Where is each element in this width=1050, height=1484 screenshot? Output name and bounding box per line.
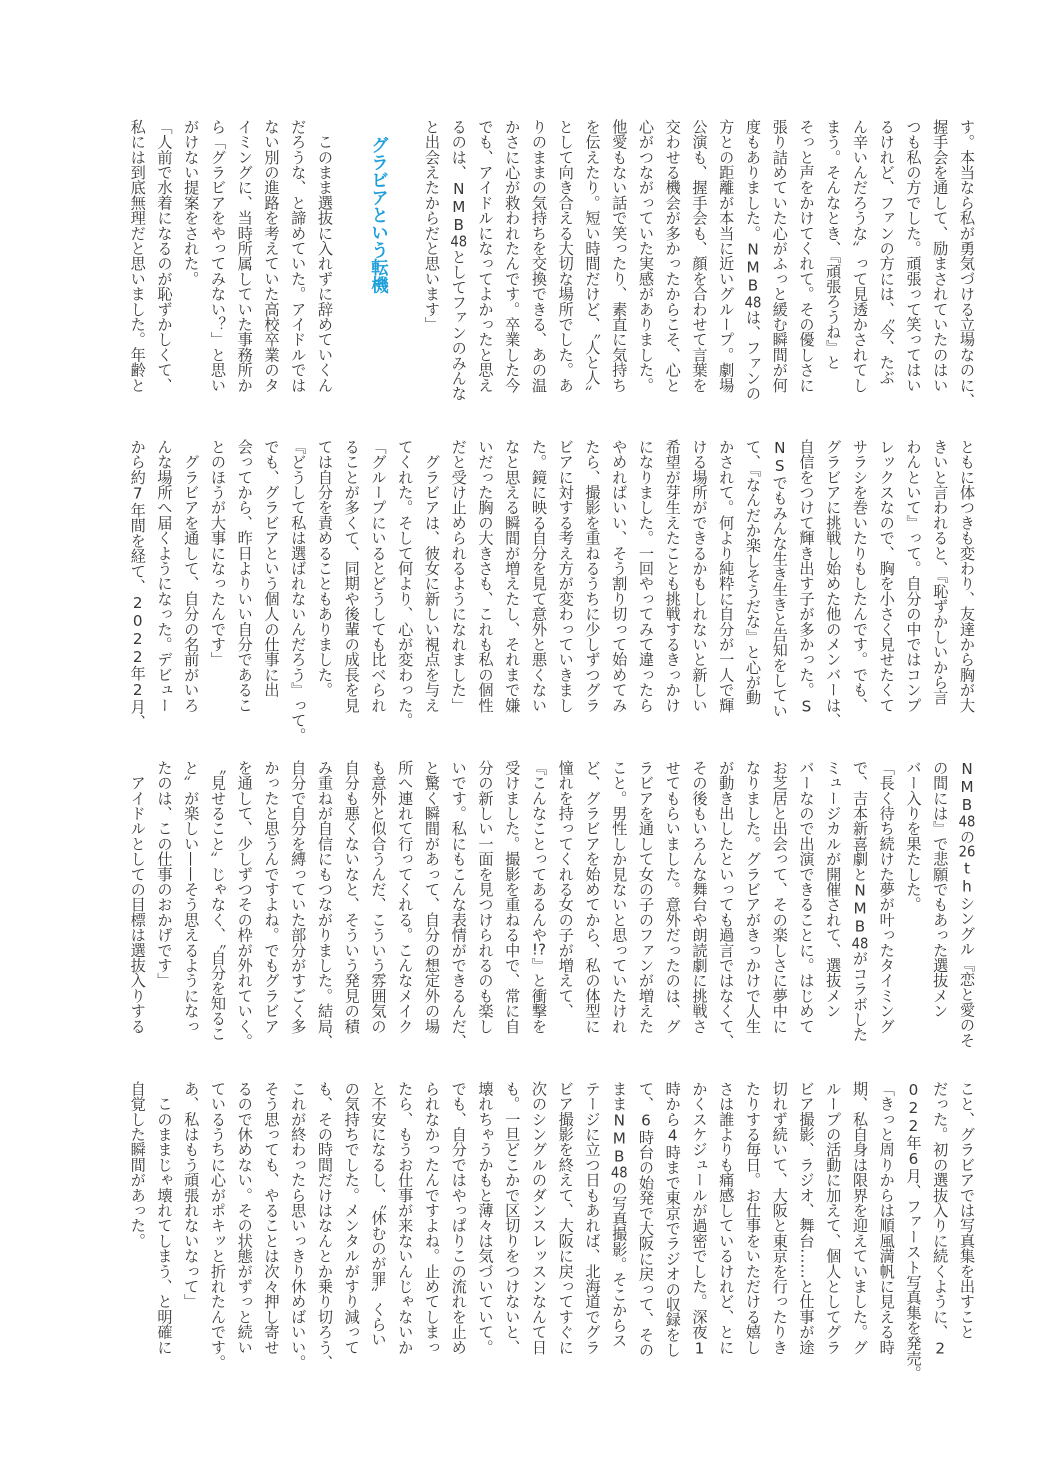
upright-glyph: 2 — [904, 1117, 923, 1135]
text-column: さは誰よりも痛感しているけれど、とに — [717, 1081, 736, 1355]
text-column: ているうちに心がポキッと折れたんです。 — [209, 1081, 227, 1370]
text-column: つも私の方でした。頑張って笑ってはい — [904, 119, 923, 393]
text-column: そっと声をかけてくれて。その優しさに — [797, 119, 816, 393]
text-column: 希望が芽生えたことも挑戦するきっかけ — [663, 439, 682, 713]
text-column: かくスケジュールが過密でした。深夜1 — [690, 1081, 709, 1358]
text-column: ビア撮影、ラジオ、舞台……と仕事が途 — [797, 1081, 816, 1355]
text-column: アイドルとしての目標は選抜入りする — [128, 760, 147, 1034]
tate-chu-yoko-glyph: 48 — [450, 233, 468, 250]
text-column: てくれた。そして何より、心が変わった。 — [396, 439, 415, 728]
text-column: NMB48の26thシングル『恋と愛のそ — [958, 760, 976, 1048]
upright-glyph: 2 — [931, 1339, 950, 1358]
text-column: ない別の進路を考えていた高校卒業のタ — [262, 119, 281, 393]
text-column: グラビアを通して、自分の名前がいろ — [182, 439, 201, 713]
text-column: が動き出したといっても過言ではなくて、 — [717, 760, 736, 1049]
text-column: ラビアを通して女の子のファンが増えた — [637, 760, 655, 1034]
text-column: ては自分を責めることもありました。 — [316, 439, 334, 698]
upright-glyph: S — [770, 457, 789, 475]
text-column: の間には』で悲願でもあった選抜メン — [931, 760, 950, 1019]
text-column: こと、グラビアでは写真集を出すこと — [958, 1081, 976, 1340]
upright-glyph: 2 — [128, 629, 147, 648]
text-column: こと。男性しか見ないと思っていたけれ — [610, 760, 629, 1034]
text-column: たのは、この仕事のおかげです」 — [155, 760, 174, 988]
text-column: 「人前で水着になるのが恥ずかしくて、 — [155, 119, 174, 393]
upright-glyph: 7 — [128, 484, 147, 503]
upright-glyph: 0 — [904, 1081, 923, 1099]
text-column: ビアに対する考え方が変わっていきまし — [556, 439, 575, 713]
text-column: 度もありました。NMB48は、ファンの — [744, 119, 762, 402]
text-column: た。鏡に映る自分を見て意外と悪くない — [530, 439, 548, 713]
text-column: きいと言われると、『恥ずかしいから言 — [931, 439, 950, 705]
text-column: を伝えたり。短い時間だけど、〝人と人〟 — [583, 119, 602, 401]
text-column: 所へ連れて行ってくれる。こんなメイク — [396, 760, 415, 1034]
upright-glyph: B — [449, 215, 468, 234]
text-column: も、その時間だけはなんとか乗り切ろう、 — [316, 1081, 334, 1370]
text-column: 自分で自分を縛っていた部分がすごく多 — [289, 760, 308, 1034]
text-column: と出会えたからだと思います」 — [423, 119, 441, 332]
text-column: やめればいい、そう割り切って始めてみ — [610, 439, 629, 713]
text-column: ら「グラビアをやってみない？」と思い — [209, 119, 227, 393]
text-column: 分の新しい一面を見つけられるのも楽し — [476, 760, 495, 1034]
upright-glyph: 2 — [904, 1099, 923, 1117]
text-column: だった。初の選抜入りに続くように、2 — [931, 1081, 950, 1358]
tate-chu-yoko-glyph: 48 — [744, 294, 762, 310]
text-column: まう。そんなとき、『頑張ろうね』と — [824, 119, 843, 370]
text-column: 時から4時まで東京でラジオの収録をし — [663, 1081, 682, 1358]
text-column: 交わせる機会が多かったからこそ、心と — [663, 119, 682, 393]
text-column: も意外と似合うんだ、こういう雰囲気の — [369, 760, 388, 1034]
upright-glyph: M — [449, 197, 468, 216]
text-column: ままNMB48の写真撮影。そこからス — [610, 1081, 629, 1348]
text-tier-4 — [124, 1081, 980, 1381]
text-column: だと受け止められるようになれました」 — [449, 439, 468, 713]
text-column: ミュージカルが開催されて、選抜メン — [824, 760, 843, 1019]
tate-chu-yoko-glyph: 26 — [958, 844, 976, 860]
text-column: 「グループにいるとどうしても比べられ — [369, 439, 388, 713]
text-column: たりする毎日。お仕事をいただける嬉し — [744, 1081, 762, 1355]
upright-glyph: M — [958, 778, 976, 796]
text-column: 〝見せること〟じゃなく、〝自分を知るこ — [209, 760, 227, 1042]
blank-column — [338, 119, 365, 419]
text-column: なと思える瞬間が増えたし、それまで嫌 — [503, 439, 522, 713]
text-column: と驚く瞬間があって、自分の想定外の場 — [423, 760, 441, 1034]
text-column: NSでもみんな生き生きと告知をしてい — [770, 439, 789, 719]
text-column: バー入りを果たした。 — [904, 760, 923, 912]
section-heading: グラビアという転機 — [368, 136, 389, 294]
text-column: 『こんなことってあるんや!?』と衝撃を — [530, 760, 548, 1034]
upright-glyph: 6 — [904, 1150, 923, 1169]
text-column: かされて。何より純粋に自分が一人で輝 — [717, 439, 736, 713]
upright-glyph: N — [744, 240, 762, 259]
text-column: 会ってから、昨日よりいい自分であるこ — [235, 439, 254, 713]
text-column: でも、グラビアという個人の仕事に出 — [262, 439, 281, 698]
text-column: だろうな、と諦めていた。アイドルでは — [289, 119, 308, 393]
text-column: たら、撮影を重ねるうちに少しずつグラ — [583, 439, 602, 713]
text-column: ともに体つきも変わり、友達から胸が大 — [958, 439, 976, 713]
text-column: そう思っても、やることは次々押し寄せ — [262, 1081, 281, 1355]
upright-glyph: 0 — [128, 611, 147, 630]
upright-glyph: N — [851, 881, 869, 900]
text-column: お芝居と出会って、その楽しさに夢中に — [770, 760, 789, 1034]
text-column: んな場所へ届くようになった。デビュー — [155, 439, 174, 713]
text-column: ん辛いんだろうな〟って見透かされてし — [851, 119, 869, 393]
text-column: ど、グラビアを始めてから、私の体型に — [583, 760, 602, 1034]
text-column: て、『なんだか楽しそうだな』と心が動 — [744, 439, 762, 705]
text-column: サラシを巻いたりもしたんです。でも、 — [851, 439, 869, 713]
text-column: がけない提案をされた。 — [182, 119, 201, 287]
upright-glyph: 2 — [128, 681, 147, 700]
text-column: 「きっと周りからは順風満帆に見える時 — [877, 1081, 896, 1355]
text-column: グラビアは、彼女に新しい視点を与え — [423, 439, 441, 713]
upright-glyph: N — [958, 760, 976, 778]
text-column: わんといて』って。自分の中ではコンプ — [904, 439, 923, 713]
text-column: いです。私にもこんな表情ができるんだ、 — [449, 760, 468, 1049]
tate-chu-yoko-glyph: 48 — [610, 1165, 628, 1181]
upright-glyph: N — [449, 179, 468, 198]
text-column: 憧れを持ってくれる女の子が増えて、 — [556, 760, 575, 1019]
text-column: かったと思うんですよね。でもグラビア — [262, 760, 281, 1034]
text-column: になりました。一回やってみて違ったら — [637, 439, 655, 713]
blank-column — [392, 119, 419, 419]
text-column: イミングに、当時所属していた事務所か — [235, 119, 254, 393]
text-column: ける場所ができるかもしれないと新しい — [690, 439, 709, 713]
text-column: 他愛もない話で笑ったり、素直に気持ち — [610, 119, 629, 393]
text-column: せてもらいました。意外だったのは、グ — [663, 760, 682, 1034]
text-tier-1 — [124, 119, 980, 419]
upright-glyph: B — [851, 917, 869, 936]
upright-glyph: h — [958, 877, 976, 896]
text-column: 握手会を通して、励まされていたのはい — [931, 119, 950, 393]
upright-glyph: M — [610, 1129, 629, 1148]
text-column: で、吉本新喜劇とNMB48がコラボした — [851, 760, 869, 1043]
upright-glyph: 1 — [690, 1339, 709, 1358]
text-column: 私には到底無理だと思いました。年齢と — [128, 119, 147, 393]
upright-glyph: M — [851, 899, 869, 918]
text-column: いだった胸の大きさも、これも私の個性 — [476, 439, 495, 713]
upright-glyph: N — [610, 1111, 629, 1130]
text-column: て、6時台の始発で大阪に戻って、その — [637, 1081, 655, 1358]
upright-glyph: B — [744, 276, 762, 295]
text-column: と〟が楽しい——そう思えるようになっ — [182, 760, 201, 1034]
text-column: るけれど、ファンの方には、〝今、たぶ — [877, 119, 896, 385]
upright-glyph: B — [958, 796, 976, 814]
tate-chu-yoko-glyph: 48 — [851, 935, 869, 951]
text-column: 心がつながっていた実感がありました。 — [637, 119, 655, 393]
text-tier-3 — [124, 760, 980, 1060]
text-column: このまま選抜に入れずに辞めていくん — [316, 119, 334, 393]
text-column: なりました。グラビアがきっかけで人生 — [744, 760, 762, 1034]
text-column: かさに心が救われたんです。卒業した今 — [503, 119, 522, 393]
text-column: りのままの気持ちを交換できる、あの温 — [530, 119, 548, 393]
text-column: 自信をつけて輝き出す子が多かった。S — [797, 439, 816, 716]
upright-glyph: 4 — [663, 1126, 682, 1145]
text-column: の気持ちでした。メンタルがすり減って — [342, 1081, 361, 1355]
text-column: 自覚した瞬間があった。 — [128, 1081, 147, 1249]
text-column: も。一旦どこかで区切りをつけないと、 — [503, 1081, 522, 1355]
text-column: るのは、NMB48としてファンのみんな — [449, 119, 468, 402]
upright-glyph: 2 — [128, 593, 147, 612]
text-column: ビア撮影を終えて、大阪に戻ってすぐに — [556, 1081, 575, 1355]
text-column: このままじゃ壊れてしまう、と明確に — [155, 1081, 174, 1355]
text-column: 期、私自身は限界を迎えていました。グ — [851, 1081, 869, 1355]
text-column: るので休めない。その状態がずっと続い — [235, 1081, 254, 1355]
tate-chu-yoko-glyph: !? — [531, 942, 547, 958]
text-column: 受けました。撮影を重ねる中で、常に自 — [503, 760, 522, 1034]
upright-glyph: 6 — [637, 1111, 655, 1130]
upright-glyph: B — [610, 1147, 629, 1166]
upright-glyph: t — [958, 859, 976, 878]
text-column: グラビアに挑戦し始めた他のメンバーは、 — [824, 439, 843, 728]
text-column: から約7年間を経て、2022年2月、 — [128, 439, 147, 730]
text-column: これが終わったら思いっきり休めばいい。 — [289, 1081, 308, 1370]
text-column: でも、自分ではやっぱりこの流れを止め — [449, 1081, 468, 1355]
text-column: ループの活動に加えて、個人としてグラ — [824, 1081, 843, 1355]
text-column: 『どうして私は選ばれないんだろう』って。 — [289, 439, 308, 743]
text-column: 自分も悪くないなと、そういう発見の積 — [342, 760, 361, 1034]
text-column: バーなので出演できることに。はじめて — [797, 760, 816, 1034]
text-column: 022年6月、ファースト写真集を発売。 — [904, 1081, 923, 1382]
text-column: す。本当なら私が勇気づける立場なのに、 — [958, 119, 976, 408]
text-column: を通して、少しずつその枠が外れていく。 — [235, 760, 254, 1049]
upright-glyph: M — [744, 258, 762, 277]
text-column: とのほうが大事になったんです」 — [209, 439, 227, 667]
text-column: 方との距離が本当に近いグループ。劇場 — [717, 119, 736, 393]
text-column: 切れず続いて、大阪と東京を行ったりき — [770, 1081, 789, 1355]
text-column: レックスなので、胸を小さく見せたくて — [877, 439, 896, 713]
text-column: 張り詰めていた心がふっと緩む瞬間が何 — [770, 119, 789, 393]
text-column: と不安になるし、〝休むのが罪〟くらい — [369, 1081, 388, 1347]
upright-glyph: 2 — [128, 647, 147, 666]
text-column: 壊れちゃうかもと薄々は気づいていて。 — [476, 1081, 495, 1355]
text-column: として向き合える大切な場所でした。あ — [556, 119, 575, 393]
upright-glyph: S — [797, 697, 816, 716]
upright-glyph: N — [770, 439, 789, 457]
text-column: でも、アイドルになってよかったと思え — [476, 119, 495, 393]
text-tier-2 — [124, 439, 980, 743]
text-column: ることが多くて、同期や後輩の成長を見 — [342, 439, 361, 713]
text-column: 公演も、握手会も、顔を合わせて言葉を — [690, 119, 709, 393]
text-column: られなかったんですよね。止めてしまっ — [423, 1081, 441, 1355]
text-column: 次のシングルのダンスレッスンなんて日 — [530, 1081, 548, 1355]
text-column: み重ねが自信にもつながりました。結局、 — [316, 760, 334, 1049]
text-column: 「長く待ち続けた夢が叶ったタイミング — [877, 760, 896, 1034]
text-column: たら、もうお仕事が来ないんじゃないか — [396, 1081, 415, 1355]
text-column: あ、私はもう頑張れないなって」 — [182, 1081, 201, 1309]
text-column: その後もいろんな舞台や朗読劇に挑戦さ — [690, 760, 709, 1034]
text-column: テージに立つ日もあれば、北海道でグラ — [583, 1081, 602, 1355]
tate-chu-yoko-glyph: 48 — [958, 814, 976, 830]
